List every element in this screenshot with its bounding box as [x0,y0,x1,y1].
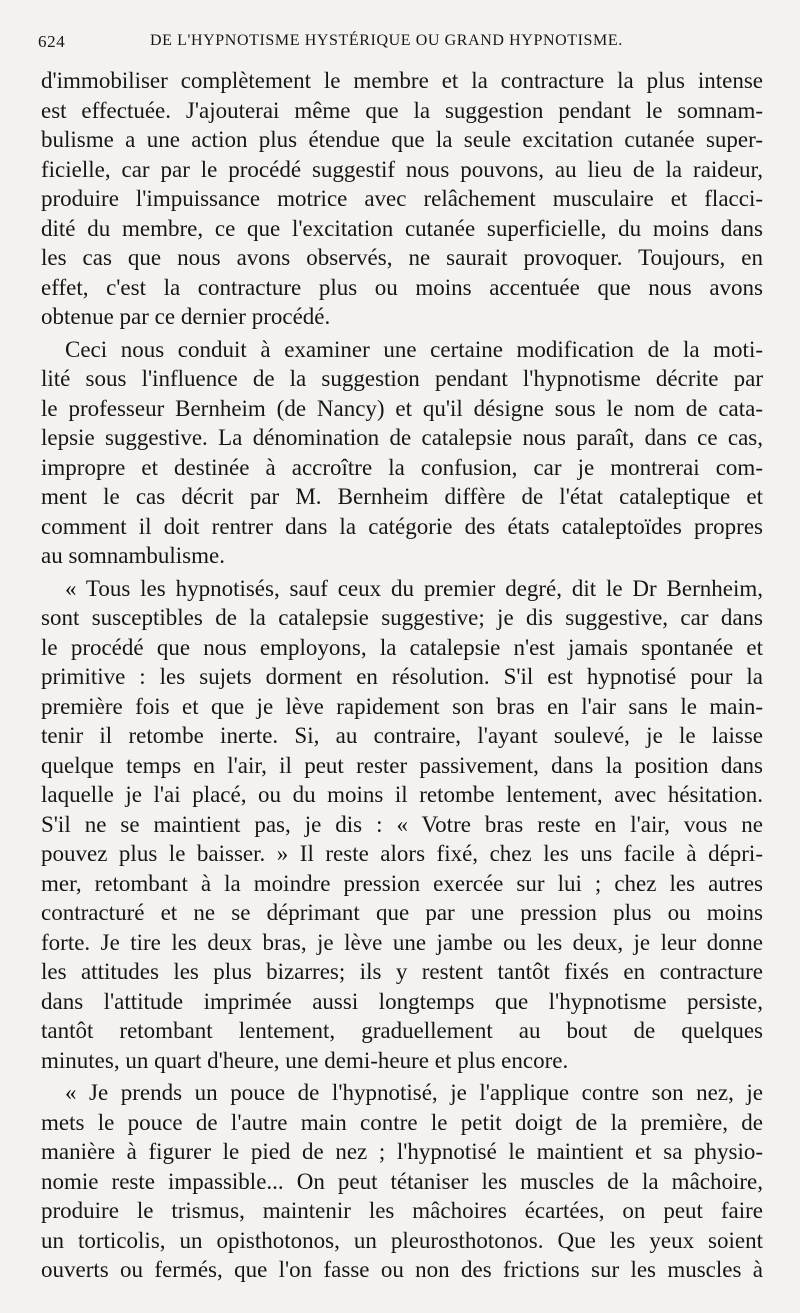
text-line: lepsie suggestive. La dénomination de catalepsie nous paraît, dans ce cas, [41,425,763,450]
text-line: effet, c'est la contracture plus ou moins accentuée que nous avons [41,274,763,300]
text-line: manière à figurer le pied de nez ; l'hypnotisé le maintient et sa physio- [41,1139,763,1164]
text-line: mer, retombant à la moindre pression exercée sur lui ; chez les autres [41,870,763,896]
text-line: impropre et destinée à accroître la confusion, car je montrerai com- [41,454,763,480]
text-line: dité du membre, ce que l'excitation cutanée superficielle, du moins dans [41,215,763,241]
text-line: primitive : les sujets dorment en résolution. S'il est hypnotisé pour la [41,664,763,689]
text-line: minutes, un quart d'heure, une demi-heure et plus encore. [41,1047,569,1073]
text-line: lité sous l'influence de la suggestion pendant l'hypnotisme décrite par [41,366,763,391]
text-line: les cas que nous avons observés, ne saurait provoquer. Toujours, en [41,245,763,270]
text-line: S'il ne se maintient pas, je dis : « Votre bras reste en l'air, vous ne [41,811,763,837]
text-line: d'immobiliser complètement le membre et la contracture la plus intense [41,68,763,93]
text-line: tantôt retombant lentement, graduellement au bout de quelques [41,1018,763,1043]
text-line: dans l'attitude imprimée aussi longtemps que l'hypnotisme persiste, [41,988,763,1014]
text-line: quelque temps en l'air, il peut rester passivement, dans la position dans [41,752,763,778]
paragraph-1 [41,66,763,332]
text-line: au somnambulisme. [41,543,225,568]
paragraph-4 [41,1078,763,1285]
text-line: première fois et que je lève rapidement son bras en l'air sans le main- [41,693,763,719]
text-line: sont susceptibles de la catalepsie suggestive; je dis suggestive, car dans [41,605,763,630]
text-line: nomie reste impassible... On peut tétaniser les muscles de la mâchoire, [41,1168,763,1194]
text-line: obtenue par ce dernier procédé. [41,304,331,329]
body-text [41,66,763,1285]
text-line: le procédé que nous employons, la catalepsie n'est jamais spontanée et [41,634,763,660]
running-title: DE L'HYPNOTISME HYSTÉRIQUE OU GRAND HYPNOTISME. [150,32,623,49]
text-line: « Je prends un pouce de l'hypnotisé, je l'applique contre son nez, je [65,1080,763,1105]
text-line: ment le cas décrit par M. Bernheim diffère de l'état cataleptique et [41,484,763,509]
text-line: le professeur Bernheim (de Nancy) et qu'il désigne sous le nom de cata- [41,395,763,421]
text-line: un torticolis, un opisthotonos, un pleurosthotonos. Que les yeux soient [41,1227,763,1253]
text-line: produire l'impuissance motrice avec relâchement musculaire et flacci- [41,186,763,211]
text-line: tenir il retombe inerte. Si, au contraire, l'ayant soulevé, je le laisse [41,723,763,748]
text-line: les attitudes les plus bizarres; ils y restent tantôt fixés en contracture [41,959,763,984]
text-line: est effectuée. J'ajouterai même que la suggestion pendant le somnam- [41,97,763,123]
text-line: ouverts ou fermés, que l'on fasse ou non des frictions sur les muscles à [41,1257,763,1282]
page-number: 624 [38,32,66,51]
text-line: « Tous les hypnotisés, sauf ceux du premier degré, dit le Dr Bernheim, [65,575,763,601]
text-line: bulisme a une action plus étendue que la seule excitation cutanée super- [41,127,763,152]
text-line: contracturé et ne se déprimant que par une pression plus ou moins [41,900,763,925]
paragraph-3 [41,574,763,1076]
paragraph-2 [41,335,763,571]
text-line: ficielle, car par le procédé suggestif nous pouvons, au lieu de la raideur, [41,156,763,182]
text-line: pouvez plus le baisser. » Il reste alors fixé, chez les uns facile à dépri- [41,841,763,866]
text-line: laquelle je l'ai placé, ou du moins il retombe lentement, avec hésitation. [41,782,763,807]
text-line: mets le pouce de l'autre main contre le petit doigt de la première, de [41,1109,763,1135]
text-line: comment il doit rentrer dans la catégorie des états cataleptoïdes propres [41,513,763,539]
running-head [38,32,768,58]
text-line: forte. Je tire les deux bras, je lève une jambe ou les deux, je leur donne [41,929,763,955]
text-line: produire le trismus, maintenir les mâchoires écartées, on peut faire [41,1198,763,1223]
text-line: Ceci nous conduit à examiner une certaine modification de la moti- [65,336,763,362]
